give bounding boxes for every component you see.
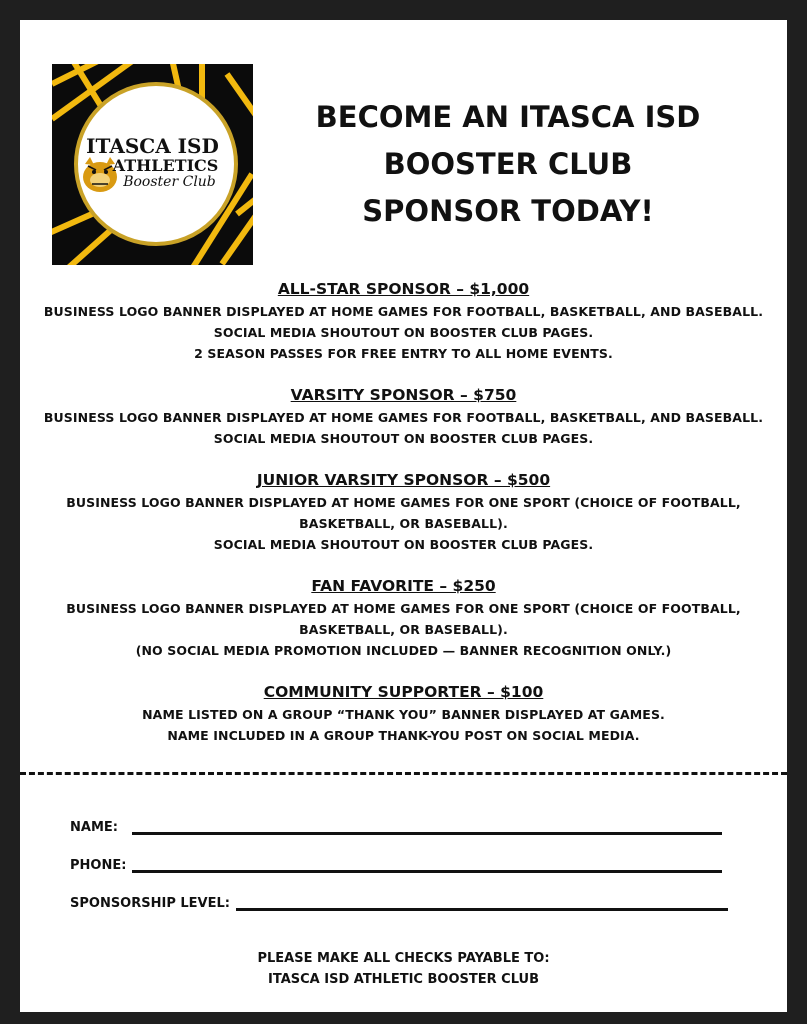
phone-field[interactable] xyxy=(132,870,722,873)
sponsorship-level-row xyxy=(70,896,728,911)
tier-benefit: BASKETBALL, OR BASEBALL). xyxy=(299,516,508,531)
payment-instructions xyxy=(20,948,787,990)
flyer-page xyxy=(20,20,787,1012)
tier-benefit: BUSINESS LOGO BANNER DISPLAYED AT HOME GAMES FOR FOOTBALL, BASKETBALL, AND BASEBALL. xyxy=(43,410,764,425)
tier-title: JUNIOR VARSITY SPONSOR – $500 xyxy=(256,471,551,489)
logo-subtitle: ATHLETICS xyxy=(112,156,219,175)
tier-benefit: BASKETBALL, OR BASEBALL). xyxy=(299,622,508,637)
tier-benefit: BUSINESS LOGO BANNER DISPLAYED AT HOME GAMES FOR FOOTBALL, BASKETBALL, AND BASEBALL. xyxy=(43,304,764,319)
headline-line: SPONSOR TODAY! xyxy=(362,194,654,228)
tier-fan-favorite xyxy=(20,574,787,661)
name-label: NAME: xyxy=(70,820,118,835)
tier-title: COMMUNITY SUPPORTER – $100 xyxy=(263,683,544,701)
tier-benefit: (NO SOCIAL MEDIA PROMOTION INCLUDED — BANNER RECOGNITION ONLY.) xyxy=(135,643,672,658)
phone-label: PHONE: xyxy=(70,858,127,873)
tier-community-supporter xyxy=(20,680,787,746)
tier-title: FAN FAVORITE – $250 xyxy=(311,577,496,595)
tier-title: VARSITY SPONSOR – $750 xyxy=(290,386,517,404)
sponsorship-tiers xyxy=(20,277,787,765)
tier-benefit: NAME LISTED ON A GROUP “THANK YOU” BANNER DISPLAYED AT GAMES. xyxy=(142,707,665,722)
sponsorship-level-label: SPONSORSHIP LEVEL: xyxy=(70,896,230,911)
tier-junior-varsity xyxy=(20,468,787,555)
footer-line: ITASCA ISD ATHLETIC BOOSTER CLUB xyxy=(268,972,539,987)
booster-club-logo xyxy=(52,64,253,265)
tier-benefit: 2 SEASON PASSES FOR FREE ENTRY TO ALL HOME EVENTS. xyxy=(194,346,613,361)
phone-row xyxy=(70,858,722,873)
logo-tagline: Booster Club xyxy=(123,174,216,190)
footer-line: PLEASE MAKE ALL CHECKS PAYABLE TO: xyxy=(257,951,550,966)
name-row xyxy=(70,820,722,835)
tier-benefit: NAME INCLUDED IN A GROUP THANK-YOU POST ON SOCIAL MEDIA. xyxy=(167,728,640,743)
tier-benefit: BUSINESS LOGO BANNER DISPLAYED AT HOME GAMES FOR ONE SPORT (CHOICE OF FOOTBALL, xyxy=(66,601,741,616)
tier-benefit: SOCIAL MEDIA SHOUTOUT ON BOOSTER CLUB PAGES. xyxy=(213,537,594,552)
sponsorship-level-field[interactable] xyxy=(236,908,728,911)
cut-line-divider xyxy=(20,772,787,775)
tier-benefit: SOCIAL MEDIA SHOUTOUT ON BOOSTER CLUB PAGES. xyxy=(213,325,594,340)
tier-all-star xyxy=(20,277,787,364)
headline-line: BECOME AN ITASCA ISD xyxy=(315,100,701,134)
page-title xyxy=(290,94,726,235)
tier-benefit: BUSINESS LOGO BANNER DISPLAYED AT HOME GAMES FOR ONE SPORT (CHOICE OF FOOTBALL, xyxy=(66,495,741,510)
headline-line: BOOSTER CLUB xyxy=(383,147,633,181)
tier-title: ALL-STAR SPONSOR – $1,000 xyxy=(277,280,530,298)
tier-benefit: SOCIAL MEDIA SHOUTOUT ON BOOSTER CLUB PAGES. xyxy=(213,431,594,446)
logo-title: ITASCA ISD xyxy=(86,134,219,158)
tier-varsity xyxy=(20,383,787,449)
name-field[interactable] xyxy=(132,832,722,835)
